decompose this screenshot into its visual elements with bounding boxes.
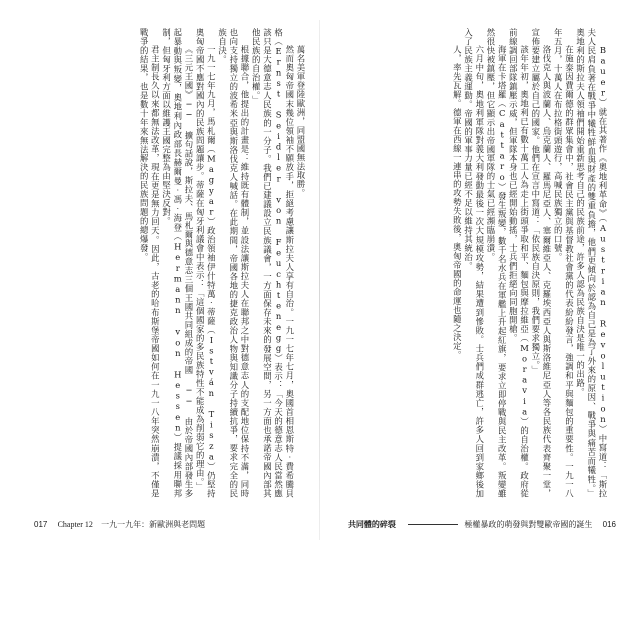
page-number: 017 (34, 520, 48, 529)
book-title: 共同體的碎裂 (347, 520, 396, 529)
paragraph: 然而奧匈帝國末幾位領袖不願放手，拒絕考慮讓斯拉夫人享有自治。一九一七年七月，奧國首相恩斯特‧費希騰貝格（Ernst Seidler von Feuchtenegg）表示：「今天的德意志人民當然應該只是大德意志人民族的一分子。我們已建議設立民族議會，一方面保存未來的發展空間，另一方面也承諾帝國內部其他民族的自治權。」 (251, 28, 295, 498)
chapter-label: Chapter 12 (57, 520, 93, 529)
right-page-body (338, 28, 608, 498)
page-number: 016 (602, 520, 616, 529)
paragraph: 根據聯合，他提出的計畫是：維持既有體制，並設法讓斯拉夫人在聯邦之中對德意志人的支配地位保持不滿，同時也向支持獨立的波希米亞與斯洛伐克人喊話。在此期間，帝國各地的捷克政治人物與知識分子持續抗爭，要求完全的民族自決。 (217, 28, 250, 498)
book-gutter (319, 20, 320, 540)
paragraph: 洛伐克人與波蘭人、烏克蘭人、羅馬尼亞人、塞爾維亞人、克羅埃西亞人與斯洛維尼亞人等各民族代表齊聚一堂，宣佈要建立屬於自己的國家。他們在宣言中寫道：「依民族自決原則，我們要求獨立。」 (530, 28, 552, 498)
right-page (338, 28, 608, 498)
footer-rule (408, 524, 458, 525)
chapter-title: 一九一九年：新歐洲與老問題 (101, 520, 206, 529)
book-subtitle: 極權暴政的萌發與對雙歐帝國的誕生 (464, 520, 593, 529)
paragraph: 海軍在卡塔羅（Cattaro）發生叛變，數千名水兵在軍艦上升起紅旗，要求立即停戰與民主改革。叛變雖然很快被鎮壓，但它顯示出帝國軍隊的士氣已經瀕臨崩潰。 (485, 28, 508, 498)
paragraph: 人，率先瓦解。德軍在西線一連串的攻勢失敗後，奧匈帝國的命運也隨之決定。 (452, 44, 463, 360)
paragraph: 在施泰因費爾德的群眾集會中，社會民主黨與基督教社會黨的代表紛紛發言，強調和平與麵包的重要性。一九一八年五月，十萬人在布拉格街頭遊行，高喊民族獨立的口號。 (553, 28, 575, 498)
left-page (34, 28, 306, 498)
left-page-footer (34, 520, 205, 530)
paragraph: 君主制長久以來都無法改革，現在更是無力回天。因此，古老的哈布斯堡帝國如何在一九一八年突然崩潰，不僅是戰爭的結果，也是數十年來無法解決的民族問題的總爆發。 (139, 28, 161, 498)
paragraph: Bauer）就在其著作《奧地利革命》（Austrian Revolution）中寫道：「斯拉夫人民肩負著在戰爭中犧牲鮮血與財產的雙重負擔，他們更傾向於認為自己是為了外來的原因、戰爭與痛苦而犧牲。」奧地利的斯拉夫人領袖們開始重新思考自己的民族前途，許多人認為民族自決是唯一的出路。 (575, 28, 608, 498)
paragraph: 《三元王國》── 擴句話說，斯拉夫、馬札爾與德意志三個王國共同組成的帝國 ── 由於帝國內部發生多起暴動與叛變，奧地利內政部長赫爾曼‧馮‧海登（Hermann von Hessen）提議採用聯邦制，但匈牙利方面以維護王國完整為由堅決反對。 (161, 28, 194, 498)
paragraph: 該年年初，奧地利已有數十萬工人為走上街頭爭取和平、麵包與摩拉維亞（Moravia）的自治權。政府從前線調回部隊鎮壓示威，但軍隊本身也已經開始動搖，士兵們拒絕向同胞開槍。 (508, 28, 530, 498)
paragraph: 萬名美軍登陸歐洲，同盟國無法取勝。 (296, 44, 306, 198)
paragraph: 六月中旬，奧地利軍隊對義大利發動最後一次大規模攻勢，結果遭到慘敗。士兵們成群逃亡，許多人回到家鄉後加入了民族主義運動。帝國的軍事力量已經不足以維持其統治。 (463, 28, 485, 498)
right-page-footer (348, 520, 616, 530)
left-page-body (34, 28, 306, 498)
paragraph: 一九一七年九月，馬札爾（Magyar）政治領袖伊什特萬‧蒂薩（István Tisza）仍堅持奧匈帝國不應對國內的民族問題讓步。蒂薩在匈牙利議會中表示：「這個國家的多民族特性不能成為削弱它的理由。」 (195, 28, 217, 498)
